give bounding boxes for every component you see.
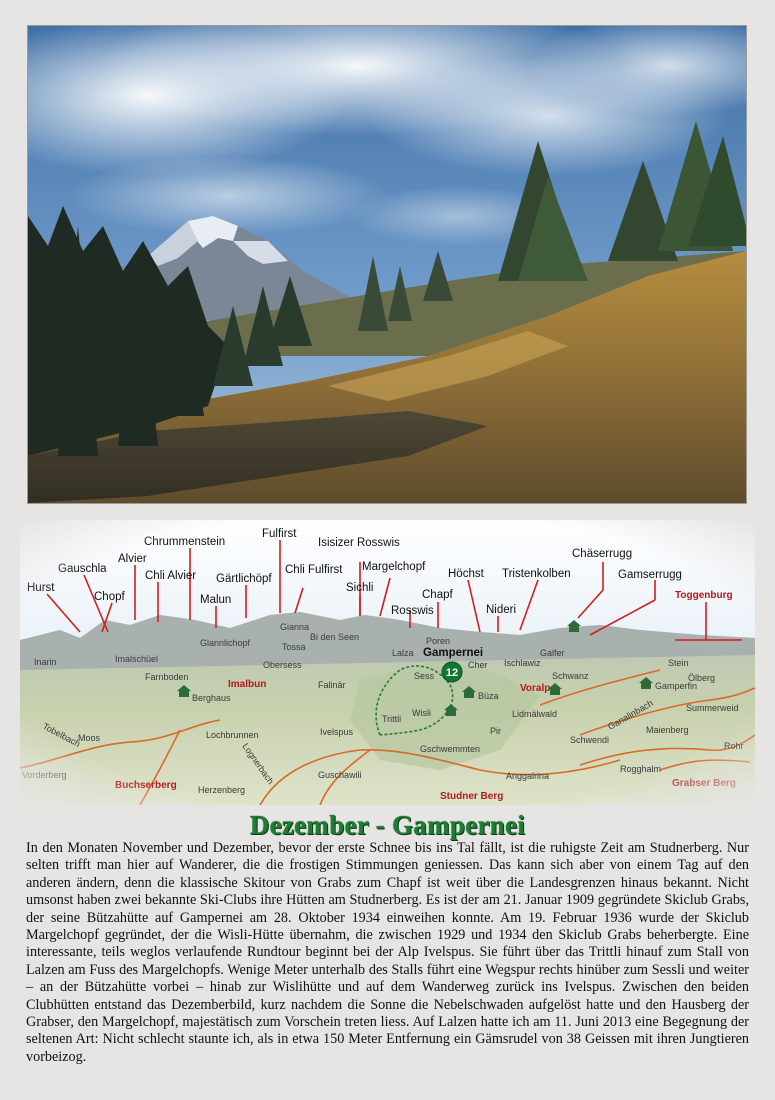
landscape-photo [27,25,747,504]
body-text: In den Monaten November und Dezember, bevor der erste Schnee bis ins Tal fällt, ist die ruhigste Zeit am Studnerberg. Nur selten trifft man hier auf Wanderer, die die frostigen Stimmungen geniessen. Das kann sich aber von einem Tag auf den anderen ändern, denn die klassische Skitour von Grabs zum Chapf ist weit über die Landesgrenzen hinaus bekannt. Nicht umsonst haben zwei bekannte Ski-Clubs ihre Hütten am Studnerberg. Es ist der am 21. Januar 1909 gegründete Skiclub Grabs, der seine Bützahütte auf Gampernei am 28. Oktober 1934 einweihen konnte. Am 19. Februar 1936 wurde der Skiclub Margelchopf gegründet, der die Wisli-Hütte übernahm, die zwischen 1929 und 1934 den Skiclub Grabs beherbergte. Eine interessante, teils weglos verlaufende Rundtour beginnt bei der Alp Ivelspus. Sie führt über das Trittli hinauf zum Stall von Lalzen am Fuss des Margelchopfs. Wenige Meter unterhalb des Stalls führt eine Wegspur rechts hinüber zum Sessli und weiter – an der Bützahütte vorbei – hinab zur Wislihütte und auf dem Wanderweg zurück ins Ivelspus. Zwischen den beiden Clubhütten entstand das Dezemberbild, kurz nachdem die Sonne die Nebelschwaden aufgelöst hatte und den Hausberg der Grabser, den Margelchopf, majestätisch zum Vorschein treten liess. Auf Lalzen hatte ich am 11. Juni 2013 eine Begegnung der seltenen Art: Nicht schlecht staunte ich, als in etwa 150 Meter Entfernung ein Gämsrudel von 38 Geissen mit ihren Jungtieren vorbeizog. [26,840,749,1065]
photo-illustration [28,26,746,503]
page-title: Dezember - Gampernei [249,810,526,840]
panorama-map [20,520,755,805]
map-illustration [20,520,755,805]
